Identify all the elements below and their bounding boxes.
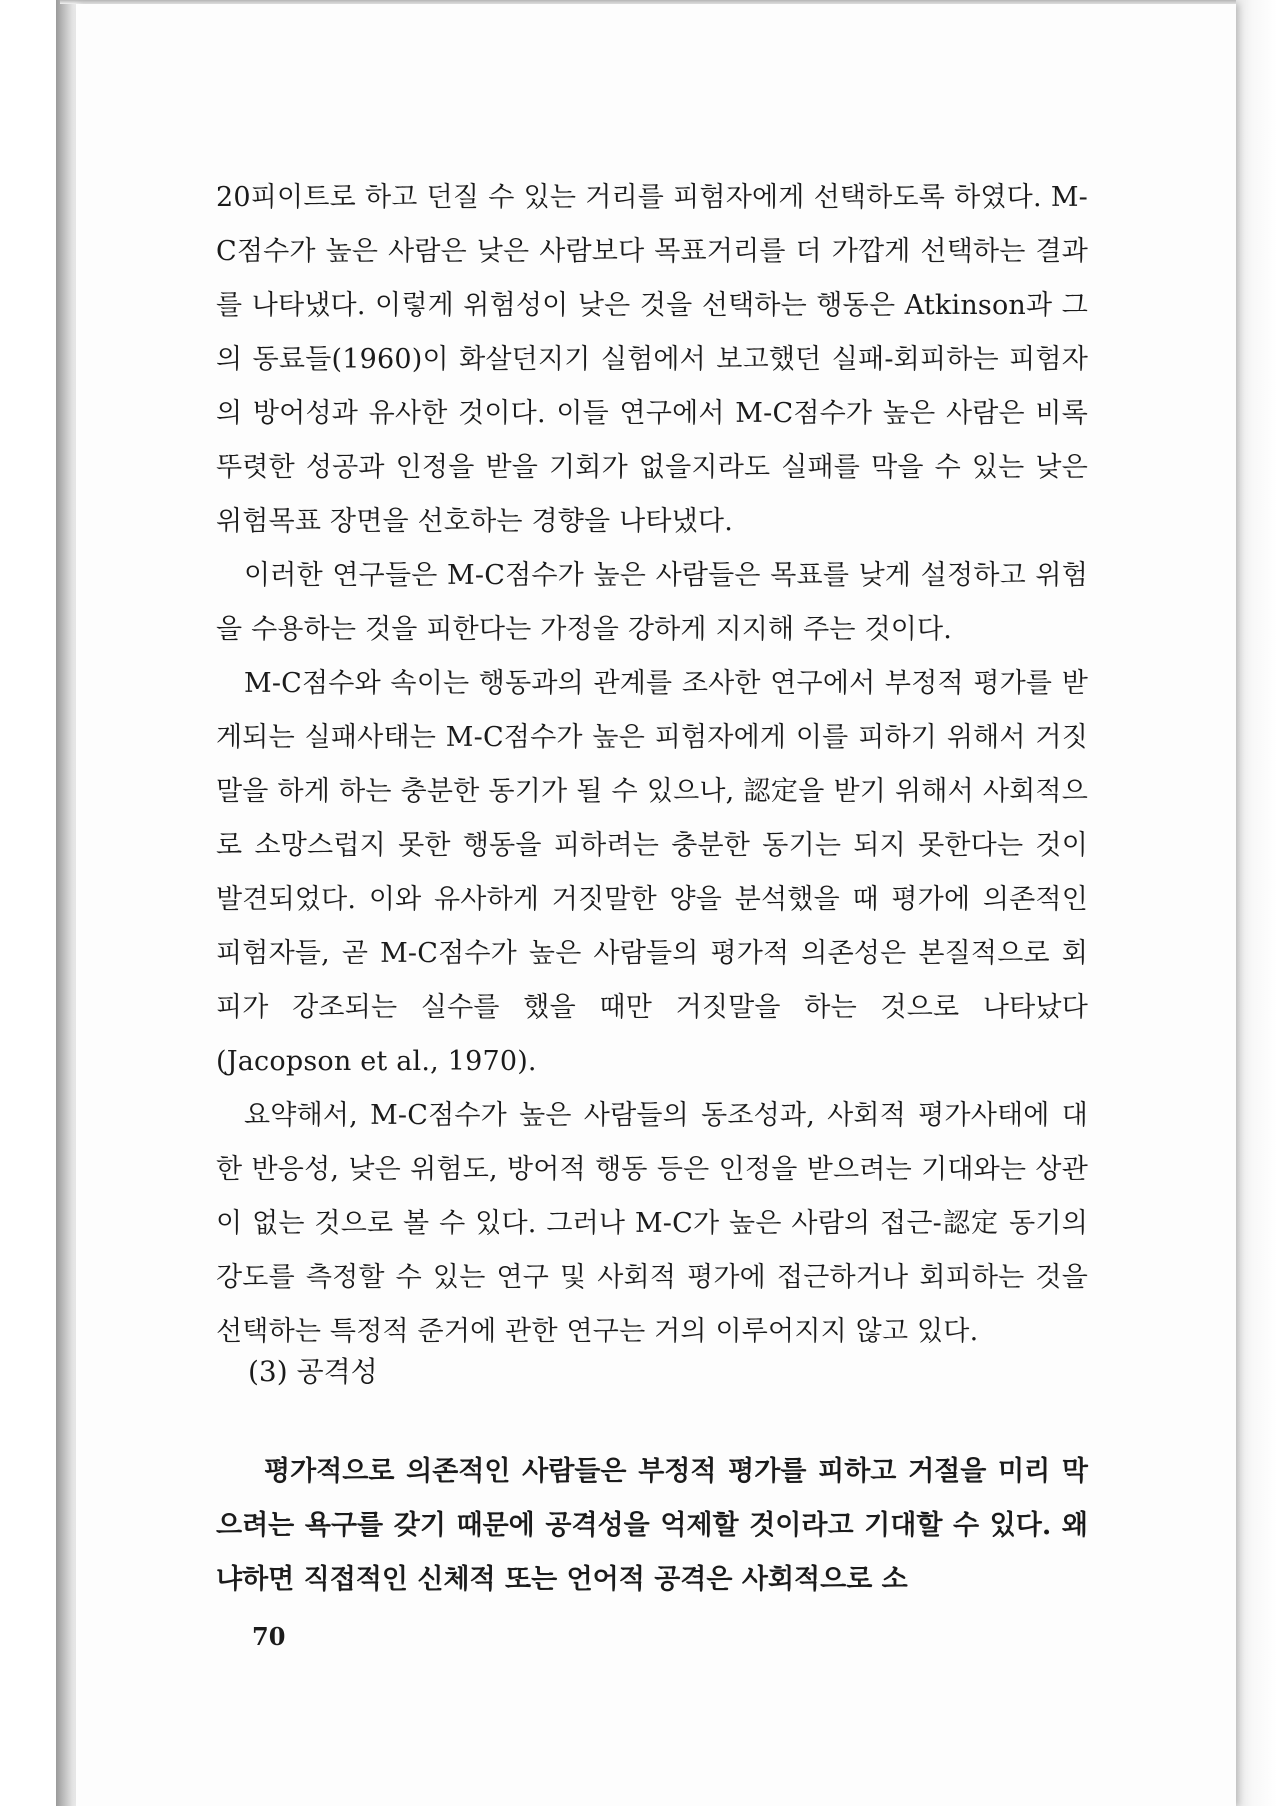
paragraph: M-C점수와 속이는 행동과의 관계를 조사한 연구에서 부정적 평가를 받게되는 실패사태는 M-C점수가 높은 피험자에게 이를 피하기 위해서 거짓말을 하게 하는 충분한 동기가 될 수 있으나, 認定을 받기 위해서 사회적으로 소망스럽지 못한 행동을 피하려는 충분한 동기는 되지 못한다는 것이 발견되었다. 이와 유사하게 거짓말한 양을 분석했을 때 평가에 의존적인 피험자들, 곧 M-C점수가 높은 사람들의 평가적 의존성은 본질적으로 회피가 강조되는 실수를 했을 때만 거짓말을 하는 것으로 나타났다(Jacopson et al., 1970). (216, 668, 1088, 1077)
book-binding-edge (56, 0, 78, 1806)
paragraph: 평가적으로 의존적인 사람들은 부정적 평가를 피하고 거절을 미리 막으려는 욕구를 갖기 때문에 공격성을 억제할 것이라고 기대할 수 있다. 왜냐하면 직접적인 신체적 또는 언어적 공격은 사회적으로 소 (216, 1456, 1088, 1595)
page-number: 70 (252, 1622, 286, 1651)
section-heading: (3) 공격성 (248, 1355, 378, 1388)
paragraph: 이러한 연구들은 M-C점수가 높은 사람들은 목표를 낮게 설정하고 위험을 수용하는 것을 피한다는 가정을 강하게 지지해 주는 것이다. (216, 560, 1088, 645)
right-margin-shadow (1236, 0, 1277, 1806)
page-body (216, 171, 1088, 1359)
paragraph-continued: 20피이트로 하고 던질 수 있는 거리를 피험자에게 선택하도록 하였다. M-C점수가 높은 사람은 낮은 사람보다 목표거리를 더 가깝게 선택하는 결과를 나타냈다. 이렇게 위험성이 낮은 것을 선택하는 행동은 Atkinson과 그의 동료들(1960)이 화살던지기 실험에서 보고했던 실패-회피하는 피험자의 방어성과 유사한 것이다. 이들 연구에서 M-C점수가 높은 사람은 비록 뚜렷한 성공과 인정을 받을 기회가 없을지라도 실패를 막을 수 있는 낮은 위험목표 장면을 선호하는 경향을 나타냈다. (216, 182, 1088, 537)
paragraph: 요약해서, M-C점수가 높은 사람들의 동조성과, 사회적 평가사태에 대한 반응성, 낮은 위험도, 방어적 행동 등은 인정을 받으려는 기대와는 상관이 없는 것으로 볼 수 있다. 그러나 M-C가 높은 사람의 접근-認定 동기의 강도를 측정할 수 있는 연구 및 사회적 평가에 접근하거나 회피하는 것을 선택하는 특정적 준거에 관한 연구는 거의 이루어지지 않고 있다. (216, 1100, 1088, 1347)
section-body (216, 1445, 1088, 1607)
